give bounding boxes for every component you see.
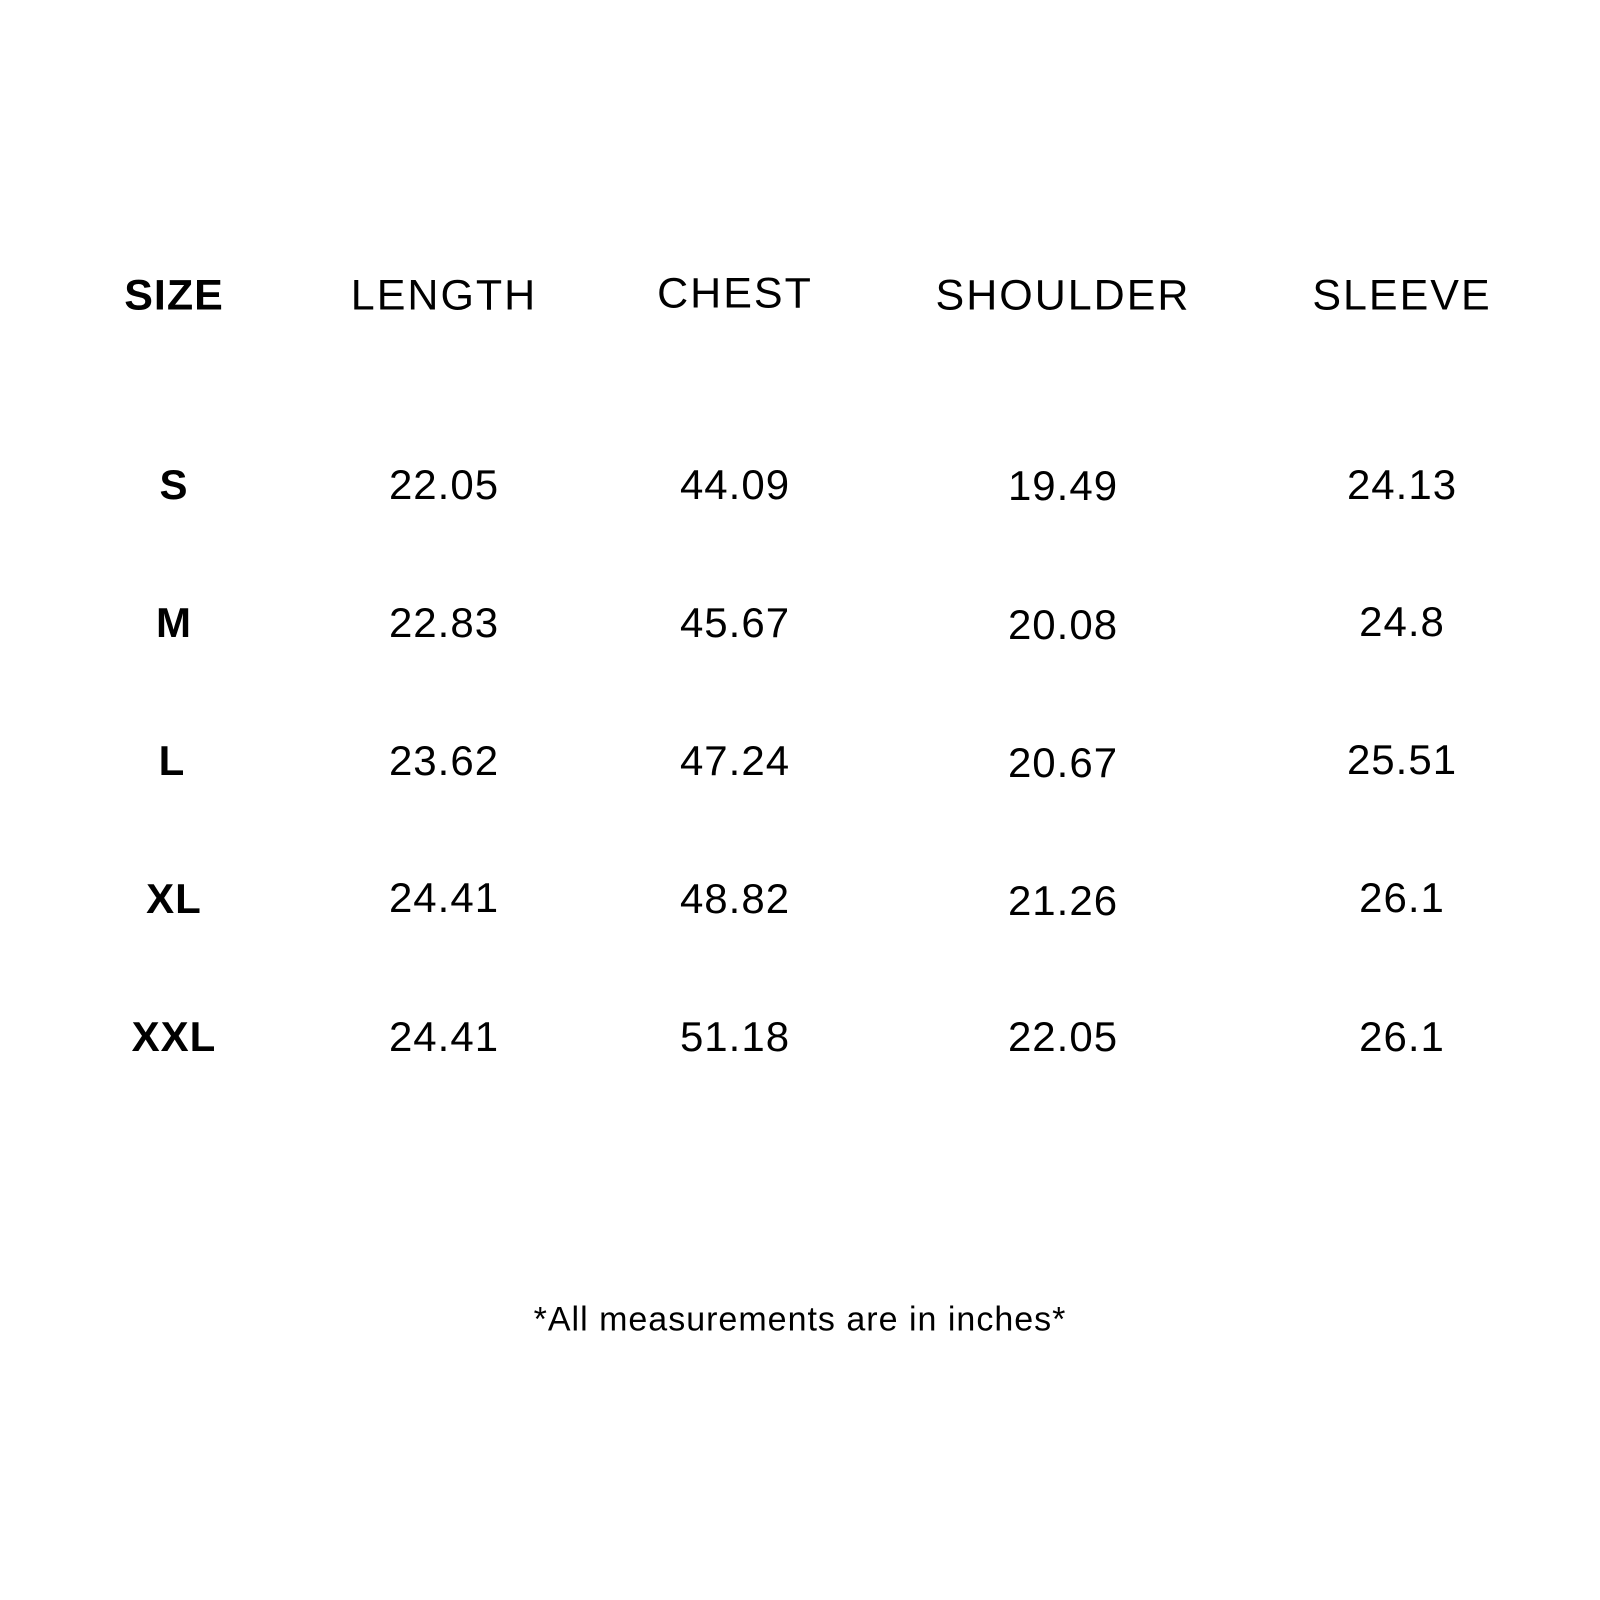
chest-value: 48.82 xyxy=(679,875,791,922)
size-label: XL xyxy=(146,875,202,922)
sleeve-value: 26.1 xyxy=(1359,874,1445,921)
measurement-note: *All measurements are in inches* xyxy=(533,1300,1067,1339)
column-header-length: LENGTH xyxy=(350,271,538,320)
sleeve-value: 24.13 xyxy=(1346,461,1458,508)
chest-value: 45.67 xyxy=(679,599,791,646)
size-label: XXL xyxy=(131,1013,217,1060)
length-value: 22.05 xyxy=(388,461,500,508)
column-header-chest: CHEST xyxy=(657,269,813,318)
shoulder-value: 20.08 xyxy=(1007,601,1119,648)
column-header-sleeve: SLEEVE xyxy=(1312,271,1492,320)
sleeve-value: 24.8 xyxy=(1359,598,1445,645)
sleeve-value: 25.51 xyxy=(1346,736,1458,783)
chest-value: 44.09 xyxy=(679,461,791,508)
length-value: 23.62 xyxy=(388,737,500,784)
chest-value: 47.24 xyxy=(679,737,791,784)
length-value: 22.83 xyxy=(388,599,500,646)
shoulder-value: 22.05 xyxy=(1007,1013,1119,1060)
size-label: M xyxy=(156,599,192,646)
column-header-size: SIZE xyxy=(124,271,224,320)
shoulder-value: 19.49 xyxy=(1007,462,1119,509)
column-header-shoulder: SHOULDER xyxy=(935,271,1191,320)
shoulder-value: 20.67 xyxy=(1007,739,1119,786)
chest-value: 51.18 xyxy=(679,1013,791,1060)
size-label: L xyxy=(158,737,186,784)
sleeve-value: 26.1 xyxy=(1359,1013,1445,1060)
size-label: S xyxy=(159,461,189,508)
length-value: 24.41 xyxy=(388,874,500,921)
length-value: 24.41 xyxy=(388,1013,500,1060)
shoulder-value: 21.26 xyxy=(1007,877,1119,924)
